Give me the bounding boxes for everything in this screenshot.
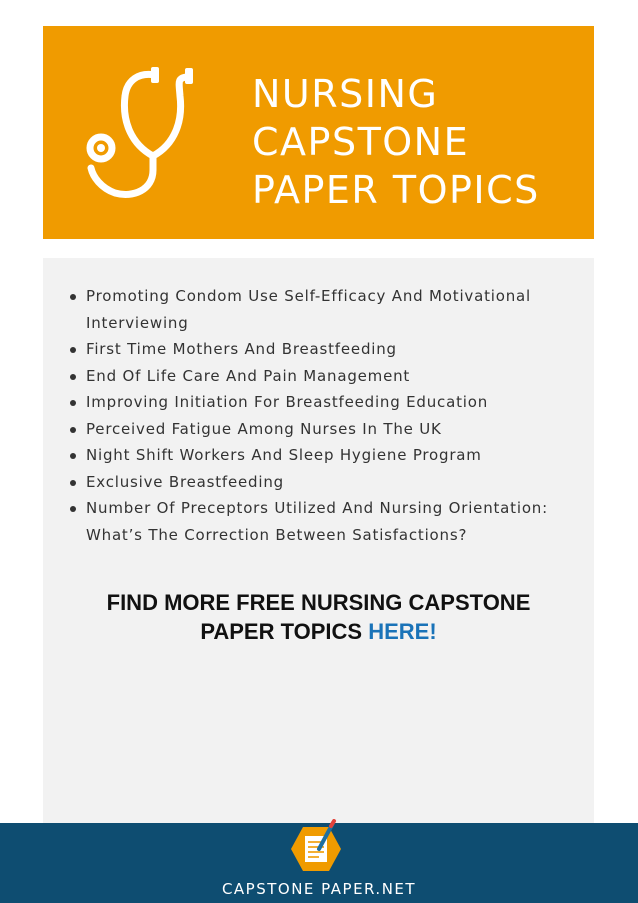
cta-prefix: PAPER TOPICS <box>200 619 369 644</box>
topic-text: Improving Initiation For Breastfeeding Education <box>86 393 489 411</box>
list-item <box>70 363 575 390</box>
bullet-icon <box>70 506 76 512</box>
page-title <box>252 70 540 214</box>
topic-text: First Time Mothers And Breastfeeding <box>86 340 397 358</box>
list-item <box>70 416 575 443</box>
bullet-icon <box>70 400 76 406</box>
topic-text: Perceived Fatigue Among Nurses In The UK <box>86 419 442 438</box>
bullet-icon <box>70 480 76 486</box>
header-banner <box>43 26 594 239</box>
title-line-3: PAPER TOPICS <box>252 168 540 212</box>
cta-line-2 <box>43 617 594 646</box>
list-item <box>70 389 575 416</box>
topic-text: End Of Life Care And Pain Management <box>86 366 411 385</box>
topic-text: Exclusive Breastfeeding <box>86 472 284 491</box>
bullet-icon <box>70 374 76 380</box>
stethoscope-icon <box>73 64 223 204</box>
topic-text: Number Of Preceptors Utilized And Nursing Orientation: What’s The Correction Between Satisfactions? <box>86 499 548 544</box>
cta-line-1: FIND MORE FREE NURSING CAPSTONE <box>106 590 531 615</box>
here-link[interactable]: HERE! <box>368 619 437 644</box>
paper-pencil-hexagon-icon[interactable] <box>283 819 355 875</box>
list-item <box>70 283 575 336</box>
title-line-2: CAPSTONE <box>252 120 470 164</box>
bullet-icon <box>70 453 76 459</box>
list-item <box>70 442 575 469</box>
topic-text: Promoting Condom Use Self-Efficacy And Motivational Interviewing <box>86 287 531 332</box>
bullet-icon <box>70 294 76 300</box>
footer-bar <box>0 823 638 903</box>
bullet-icon <box>70 347 76 353</box>
list-item <box>70 469 575 496</box>
topics-panel <box>43 258 594 838</box>
list-item <box>70 495 575 548</box>
title-line-1: NURSING <box>252 72 439 116</box>
cta-text <box>43 588 594 646</box>
brand-name: CAPSTONE PAPER.NET <box>221 880 417 898</box>
topics-list <box>70 283 575 548</box>
list-item <box>70 336 575 363</box>
topic-text: Night Shift Workers And Sleep Hygiene Program <box>86 446 482 464</box>
bullet-icon <box>70 427 76 433</box>
